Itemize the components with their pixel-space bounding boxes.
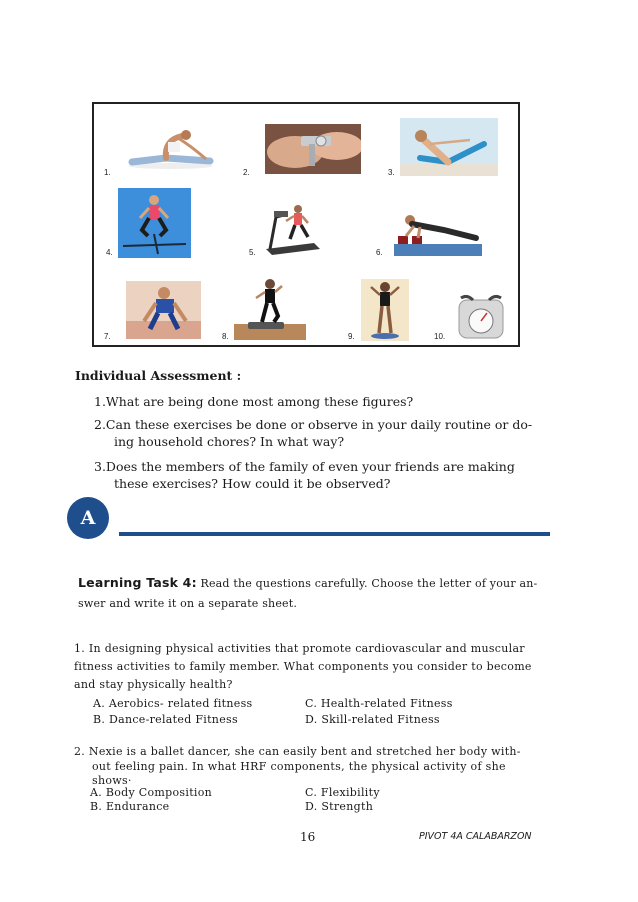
- question-2-choice-c: C. Flexibility: [305, 786, 380, 799]
- section-letter-badge: A: [67, 497, 109, 539]
- assessment-question-1: 1.What are being done most among these figures?: [94, 394, 414, 409]
- photo-v-sit: [400, 118, 498, 176]
- question-1-line-1: 1. In designing physical activities that promote cardiovascular and muscular: [74, 642, 525, 655]
- figure-number-2: 2.: [243, 168, 250, 177]
- footer-publication: PIVOT 4A CALABARZON: [419, 831, 532, 842]
- question-2-choice-b: B. Endurance: [90, 800, 170, 813]
- learning-task-label: Learning Task 4:: [78, 575, 197, 590]
- assessment-question-3-line-1: 3.Does the members of the family of even your friends are making: [94, 459, 515, 474]
- figure-number-5: 5.: [249, 248, 256, 257]
- photo-skinfold-caliper: [265, 124, 361, 174]
- exercise-figure-panel: [92, 102, 520, 347]
- figure-number-8: 8.: [222, 332, 229, 341]
- question-2-line-3: shows·: [92, 774, 132, 787]
- figure-number-1: 1.: [104, 168, 111, 177]
- question-1-line-3: and stay physically health?: [74, 678, 233, 691]
- photo-standing-pose: [361, 279, 409, 341]
- learning-task-instruction-line-2: swer and write it on a separate sheet.: [78, 597, 298, 610]
- photo-pushup: [394, 208, 482, 256]
- question-2-choice-a: A. Body Composition: [90, 786, 213, 799]
- photo-sprinter: [126, 281, 201, 339]
- figure-number-9: 9.: [348, 332, 355, 341]
- assessment-question-3-line-2: these exercises? How could it be observed?: [114, 476, 391, 491]
- question-1-choice-a: A. Aerobics- related fitness: [93, 697, 253, 710]
- assessment-question-2-line-1: 2.Can these exercises be done or observe in your daily routine or do-: [94, 417, 533, 432]
- question-2-choice-d: D. Strength: [305, 800, 374, 813]
- figure-number-7: 7.: [104, 332, 111, 341]
- figure-number-4: 4.: [106, 248, 113, 257]
- photo-weighing-scale: [457, 294, 505, 340]
- question-1-choice-d: D. Skill-related Fitness: [305, 713, 440, 726]
- page-number: 16: [300, 830, 316, 844]
- learning-task-instruction-line-1: Read the questions carefully. Choose the letter of your an-: [196, 577, 538, 590]
- question-1-choice-c: C. Health-related Fitness: [305, 697, 453, 710]
- question-2-line-1: 2. Nexie is a ballet dancer, she can easily bent and stretched her body with-: [74, 745, 521, 758]
- learning-task-instruction: [78, 573, 556, 614]
- photo-step-aerobics: [234, 276, 306, 340]
- figure-number-3: 3.: [388, 168, 395, 177]
- assessment-title: Individual Assessment :: [75, 368, 242, 383]
- question-1-line-2: fitness activities to family member. What components you consider to become: [74, 660, 532, 673]
- figure-number-6: 6.: [376, 248, 383, 257]
- photo-jump: [118, 188, 191, 258]
- question-2-line-2: out feeling pain. In what HRF components, the physical activity of she: [92, 760, 506, 773]
- assessment-question-2-line-2: ing household chores? In what way?: [114, 434, 345, 449]
- photo-seated-stretch: [126, 126, 216, 170]
- question-1-choice-b: B. Dance-related Fitness: [93, 713, 238, 726]
- photo-treadmill: [262, 199, 324, 257]
- section-divider: [119, 532, 550, 536]
- figure-number-10: 10.: [434, 332, 446, 341]
